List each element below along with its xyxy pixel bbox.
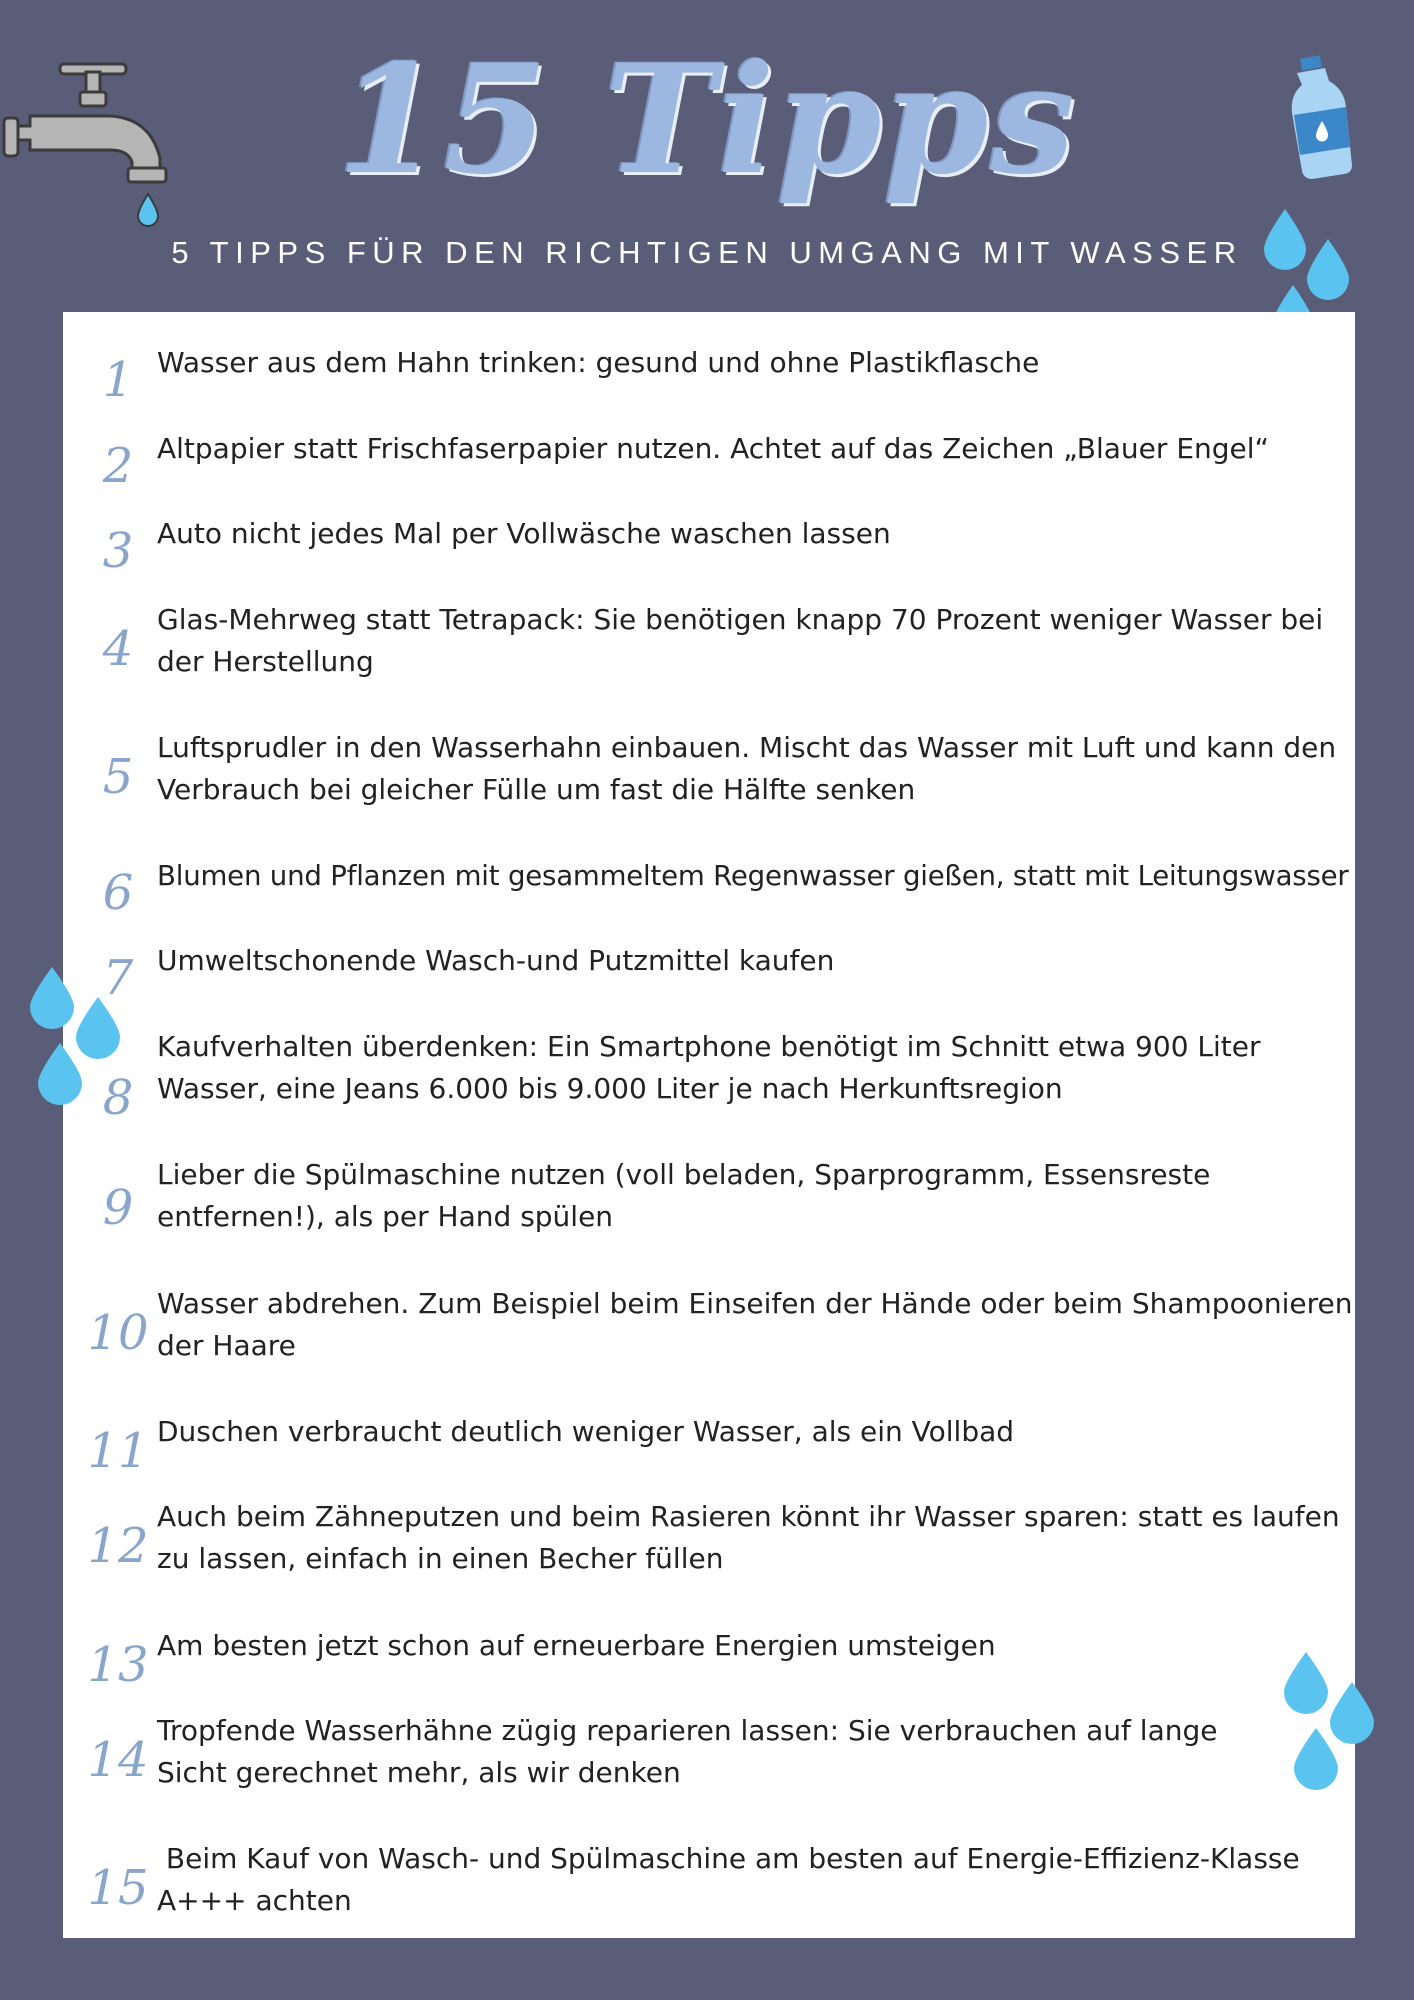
tip-number: 4	[102, 621, 134, 677]
tip-number: 3	[102, 523, 134, 579]
tip-number: 14	[87, 1732, 149, 1788]
tip-text: Lieber die Spülmaschine nutzen (voll beladen, Sparprogramm, Essensreste entfernen!), als per Hand spülen	[157, 1158, 1220, 1233]
tip-text: Am besten jetzt schon auf erneuerbare Energien umsteigen	[157, 1629, 996, 1662]
tip-text: Umweltschonende Wasch-und Putzmittel kaufen	[157, 944, 835, 977]
tip-number: 12	[87, 1518, 149, 1574]
tip-text: Beim Kauf von Wasch- und Spülmaschine am besten auf Energie-Effizienz-Klasse A+++ achten	[157, 1842, 1309, 1917]
water-drops-icon	[1280, 1650, 1376, 1790]
tip-number: 13	[87, 1637, 149, 1693]
tip-text: Luftsprudler in den Wasserhahn einbauen. Mischt das Wasser mit Luft und kann den Verbrauch bei gleicher Fülle um fast die Hälfte senken	[157, 731, 1346, 806]
tip-number: 2	[102, 438, 134, 494]
tip-number: 1	[102, 352, 134, 408]
tip-text: Wasser aus dem Hahn trinken: gesund und ohne Plastikflasche	[157, 346, 1040, 379]
tip-text: Kaufverhalten überdenken: Ein Smartphone benötigt im Schnitt etwa 900 Liter Wasser, eine Jeans 6.000 bis 9.000 Liter je nach Herkunftsregion	[157, 1030, 1270, 1105]
tip-number: 11	[87, 1423, 149, 1479]
page-title: 15 Tipps	[337, 32, 1077, 208]
tip-text: Wasser abdrehen. Zum Beispiel beim Einseifen der Hände oder beim Shampoonieren der Haare	[157, 1287, 1362, 1362]
tip-number: 6	[102, 865, 134, 921]
tip-number: 10	[87, 1305, 149, 1361]
page-subtitle: 5 TIPPS FÜR DEN RICHTIGEN UMGANG MIT WASSER	[171, 235, 1243, 270]
water-drops-icon	[28, 965, 124, 1105]
tip-text: Auch beim Zähneputzen und beim Rasieren könnt ihr Wasser sparen: statt es laufen zu lassen, einfach in einen Becher füllen	[157, 1500, 1349, 1575]
tip-text: Tropfende Wasserhähne zügig reparieren lassen: Sie verbrauchen auf lange Sicht gerechnet mehr, als wir denken	[157, 1714, 1227, 1789]
tip-text: Glas-Mehrweg statt Tetrapack: Sie benötigen knapp 70 Prozent weniger Wasser bei der Herstellung	[157, 603, 1333, 678]
tip-number: 8	[102, 1070, 134, 1126]
tips-panel	[63, 312, 1362, 1938]
tip-text: Altpapier statt Frischfaserpapier nutzen. Achtet auf das Zeichen „Blauer Engel“	[157, 432, 1270, 465]
tip-number: 9	[102, 1180, 134, 1236]
tip-text: Duschen verbraucht deutlich weniger Wasser, als ein Vollbad	[157, 1415, 1015, 1448]
tip-text: Blumen und Pflanzen mit gesammeltem Regenwasser gießen, statt mit Leitungswasser	[157, 859, 1349, 892]
tip-text: Auto nicht jedes Mal per Vollwäsche waschen lassen	[157, 517, 891, 550]
tip-number: 15	[87, 1860, 149, 1916]
tip-number: 7	[102, 950, 134, 1006]
tip-number: 5	[102, 749, 134, 805]
